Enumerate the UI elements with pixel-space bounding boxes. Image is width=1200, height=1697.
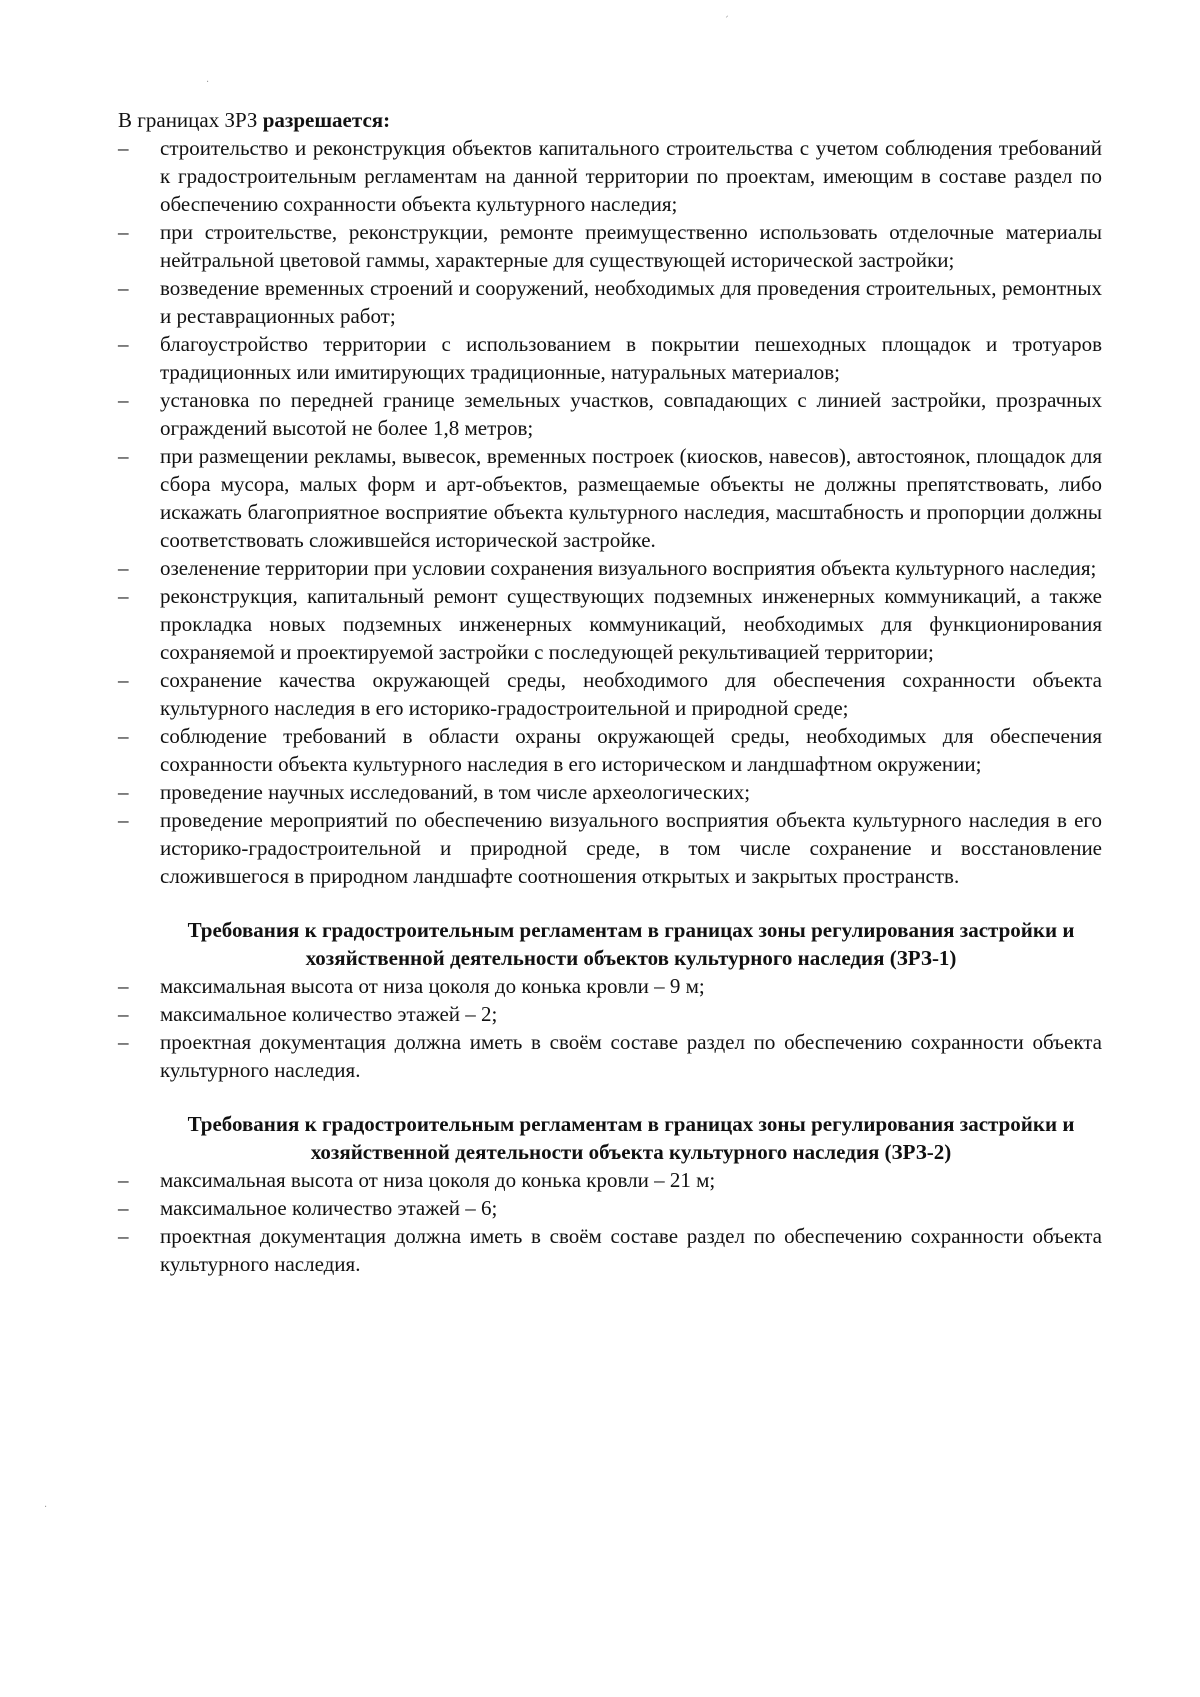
list-item-text: проведение научных исследований, в том числе археологических;	[160, 780, 751, 804]
list-item	[118, 722, 1102, 778]
list-item-text: максимальная высота от низа цоколя до конька кровли – 21 м;	[160, 1168, 716, 1192]
zrz1-requirements-list	[118, 972, 1102, 1084]
list-item	[118, 1222, 1102, 1278]
list-item-text: строительство и реконструкция объектов капитального строительства с учетом соблюдения требований к градостроительным регламентам на данной территории по проектам, имеющим в составе раздел по обеспечению сохранности объекта культурного наследия;	[160, 136, 1102, 216]
dash-marker: –	[118, 444, 129, 468]
scan-speck: ·	[44, 1502, 48, 1513]
intro-prefix: В границах ЗРЗ	[118, 108, 263, 132]
dash-marker: –	[118, 780, 129, 804]
dash-marker: –	[118, 1224, 129, 1248]
dash-marker: –	[118, 332, 129, 356]
list-item	[118, 1194, 1102, 1222]
dash-marker: –	[118, 276, 129, 300]
list-item	[118, 806, 1102, 890]
dash-marker: –	[118, 556, 129, 580]
allowed-list	[118, 134, 1102, 890]
intro-line	[118, 106, 1102, 134]
dash-marker: –	[118, 136, 129, 160]
list-item-text: максимальное количество этажей – 2;	[160, 1002, 498, 1026]
document-body	[118, 106, 1102, 1278]
list-item-text: при размещении рекламы, вывесок, временных построек (киосков, навесов), автостоянок, площадок для сбора мусора, малых форм и арт-объектов, размещаемые объекты не должны препятствовать, либо искажать благоприятное восприятие объекта культурного наследия, масштабность и пропорции должны соответствовать сложившейся исторической застройке.	[160, 444, 1102, 552]
list-item-text: соблюдение требований в области охраны окружающей среды, необходимых для обеспечения сохранности объекта культурного наследия в его историческом и ландшафтном окружении;	[160, 724, 1102, 776]
dash-marker: –	[118, 808, 129, 832]
list-item-text: сохранение качества окружающей среды, необходимого для обеспечения сохранности объекта культурного наследия в его историко-градостроительной и природной среде;	[160, 668, 1102, 720]
list-item-text: возведение временных строений и сооружений, необходимых для проведения строительных, ремонтных и реставрационных работ;	[160, 276, 1102, 328]
dash-marker: –	[118, 974, 129, 998]
list-item-text: проведение мероприятий по обеспечению визуального восприятия объекта культурного наследия в его историко-градостроительной и природной среде, в том числе сохранение и восстановление сложившегося в природном ландшафте соотношения открытых и закрытых пространств.	[160, 808, 1102, 888]
list-item	[118, 274, 1102, 330]
dash-marker: –	[118, 668, 129, 692]
list-item	[118, 778, 1102, 806]
list-item-text: максимальное количество этажей – 6;	[160, 1196, 498, 1220]
list-item-text: реконструкция, капитальный ремонт существующих подземных инженерных коммуникаций, а также прокладка новых подземных инженерных коммуникаций, необходимых для функционирования сохраняемой и проектируемой застройки с последующей рекультивацией территории;	[160, 584, 1102, 664]
dash-marker: –	[118, 388, 129, 412]
list-item	[118, 330, 1102, 386]
section-title-zrz1: Требования к градостроительным регламентам в границах зоны регулирования застройки и хозяйственной деятельности объектов культурного наследия (ЗРЗ-1)	[187, 918, 1075, 970]
list-item-text: проектная документация должна иметь в своём составе раздел по обеспечению сохранности объекта культурного наследия.	[160, 1030, 1102, 1082]
list-item-text: при строительстве, реконструкции, ремонте преимущественно использовать отделочные материалы нейтральной цветовой гаммы, характерные для существующей исторической застройки;	[160, 220, 1102, 272]
section-title-zrz2: Требования к градостроительным регламентам в границах зоны регулирования застройки и хозяйственной деятельности объекта культурного наследия (ЗРЗ-2)	[187, 1112, 1075, 1164]
intro-bold: разрешается:	[262, 108, 391, 132]
dash-marker: –	[118, 584, 129, 608]
list-item	[118, 582, 1102, 666]
list-item-text: максимальная высота от низа цоколя до конька кровли – 9 м;	[160, 974, 705, 998]
list-item	[118, 386, 1102, 442]
dash-marker: –	[118, 724, 129, 748]
list-item	[118, 666, 1102, 722]
list-item-text: благоустройство территории с использованием в покрытии пешеходных площадок и тротуаров традиционных или имитирующих традиционные, натуральных материалов;	[160, 332, 1102, 384]
dash-marker: –	[118, 220, 129, 244]
list-item	[118, 1000, 1102, 1028]
list-item	[118, 1166, 1102, 1194]
list-item-text: проектная документация должна иметь в своём составе раздел по обеспечению сохранности объекта культурного наследия.	[160, 1224, 1102, 1276]
list-item-text: озеленение территории при условии сохранения визуального восприятия объекта культурного наследия;	[160, 556, 1097, 580]
dash-marker: –	[118, 1002, 129, 1026]
list-item	[118, 972, 1102, 1000]
dash-marker: –	[118, 1196, 129, 1220]
list-item	[118, 554, 1102, 582]
list-item	[118, 1028, 1102, 1084]
list-item-text: установка по передней границе земельных участков, совпадающих с линией застройки, прозрачных ограждений высотой не более 1,8 метров;	[160, 388, 1102, 440]
list-item	[118, 218, 1102, 274]
scan-speck: ·	[206, 77, 210, 88]
zrz2-requirements-list	[118, 1166, 1102, 1278]
dash-marker: –	[118, 1030, 129, 1054]
dash-marker: –	[118, 1168, 129, 1192]
list-item	[118, 134, 1102, 218]
scan-speck: ˏ	[724, 7, 729, 18]
list-item	[118, 442, 1102, 554]
